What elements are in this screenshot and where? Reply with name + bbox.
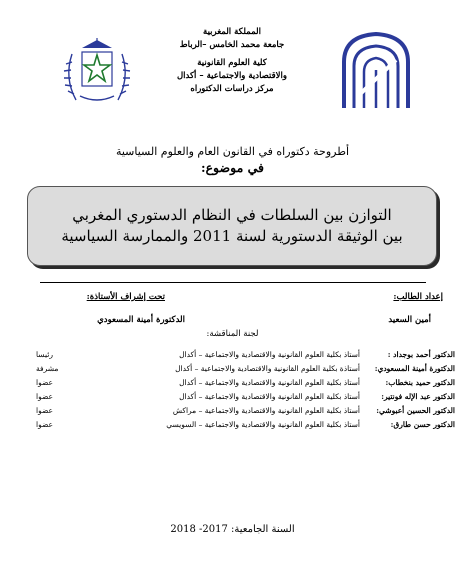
header-line-university: جامعة محمد الخامس –الرباط [179,40,285,50]
member-role: عضوا [36,378,53,387]
member-role: عضوا [36,392,53,401]
thesis-title-line-2: بين الوثيقة الدستورية لسنة 2011 والممارسة السياسية [61,227,403,245]
header-line-doctoral-center: مركز دراسات الدكتوراه [190,84,274,94]
committee-row [8,390,455,404]
member-role: عضوا [36,406,53,415]
member-affiliation: أستاذ بكلية العلوم القانونية والاقتصادية والاجتماعية – أكدال [179,378,360,387]
thesis-title-line-1: التوازن بين السلطات في النظام الدستوري المغربي [72,206,392,224]
member-role: عضوا [36,420,53,429]
supervisor-label: تحت إشراف الأستاذة: [86,292,165,302]
separator-rule [40,282,426,283]
member-affiliation: أستاذ بكلية العلوم القانونية والاقتصادية والاجتماعية – السويسي [166,420,360,429]
member-role: مشرفة [36,364,59,373]
committee-list [0,348,465,438]
thesis-type-label: أطروحة دكتوراه في القانون العام والعلوم السياسية [115,145,350,158]
institution-header [172,26,292,102]
university-emblem-logo [62,34,132,108]
thesis-title-box [27,186,437,266]
member-affiliation: أستاذ بكلية العلوم القانونية والاقتصادية والاجتماعية – مراكش [172,406,360,415]
faculty-logo [338,30,414,110]
header-line-faculty-2: والاقتصادية والاجتماعية – أكدال [177,71,287,81]
member-role: رئيسا [36,350,53,359]
header-line-kingdom: المملكة المغربية [203,27,261,37]
student-name: أمين السعيد [388,315,431,325]
committee-row [8,404,455,418]
subject-label: في موضوع: [200,160,265,175]
member-name: الدكتور أحمد بوجداد : [387,350,455,359]
committee-row [8,418,455,432]
committee-row [8,376,455,390]
committee-row [8,362,455,376]
supervisor-name: الدكتورة أمينة المسعودي [97,315,185,325]
academic-year: السنة الجامعية: 2017- 2018 [170,524,295,535]
member-name: الدكتور حميد بنخطاب: [385,378,455,387]
member-name: الدكتور الحسين أعبوشي: [376,406,455,415]
member-name: الدكتور حسن طارق: [390,420,455,429]
student-label: إعداد الطالب: [393,292,443,302]
committee-label: لجنة المناقشة: [206,329,259,339]
header-line-faculty: كلية العلوم القانونية [197,58,267,68]
member-name: الدكتور عبد الإله فونتير: [381,392,455,401]
member-name: الدكتورة أمينة المسعودي: [374,364,455,373]
committee-row [8,348,455,362]
member-affiliation: أستاذ بكلية العلوم القانونية والاقتصادية والاجتماعية – أكدال [179,392,360,401]
member-affiliation: أستاذة بكلية العلوم القانونية والاقتصادية والاجتماعية – أكدال [175,364,360,373]
member-affiliation: أستاذ بكلية العلوم القانونية والاقتصادية والاجتماعية – أكدال [179,350,360,359]
